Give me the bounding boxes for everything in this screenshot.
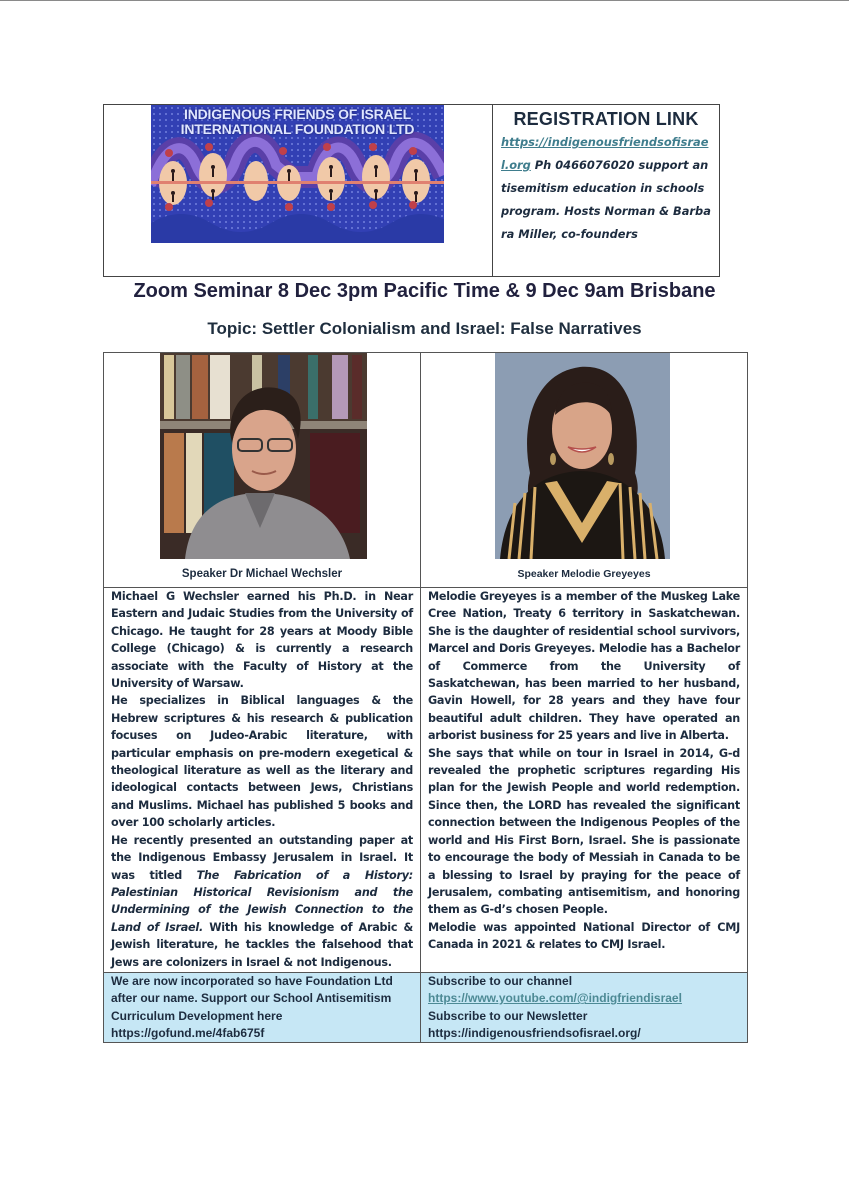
footer-right-cell: [421, 972, 748, 1042]
speaker-1-bio-paragraph-3: [111, 832, 413, 971]
youtube-channel-link[interactable]: https://www.youtube.com/@indigfriendisrael: [428, 991, 682, 1006]
speaker-2-bio-paragraph-1: Melodie Greyeyes is a member of the Muskeg Lake Cree Nation, Treaty 6 territory in Saskatchewan. She is the daughter of residential school survivors, Marcel and Doris Greyeyes. Melodie has a Bachelor of Commerce from the University of Saskatchewan, has been married to her husband, Gavin Howell, for 28 years and they have four beautiful adult children. They have operated an arborist business for 25 years and live in Alberta.: [428, 590, 740, 743]
speaker-1-bio-cell: [104, 588, 421, 973]
speaker-2-bio-cell: [421, 588, 748, 973]
photo-row: [104, 353, 748, 588]
subscribe-info: [421, 973, 747, 1042]
newsletter-label: Subscribe to our Newsletter: [428, 1008, 588, 1023]
registration-info-text: Ph 0466076020 support antisemitism education in schools program. Hosts Norman & Barbara Miller, co-founders: [501, 158, 711, 241]
speaker-1-bio-paragraph-1: Michael G Wechsler earned his Ph.D. in Near Eastern and Judaic Studies from the University of Chicago. He taught for 28 years at Moody Bible College (Chicago) & is currently a research associate with the Faculty of History at the University of Warsaw.: [111, 590, 413, 691]
logo-text: [151, 107, 444, 137]
logo-line-1: INDIGENOUS FRIENDS OF ISRAEL: [184, 106, 411, 122]
seminar-title: Zoom Seminar 8 Dec 3pm Pacific Time & 9 Dec 9am Brisbane: [133, 280, 716, 302]
header-table: [103, 104, 720, 277]
speaker-2-portrait-photo: [495, 353, 670, 559]
speaker-1-caption: Speaker Dr Michael Wechsler: [181, 568, 343, 580]
gofundme-link[interactable]: https://gofund.me/4fab675f: [111, 1025, 265, 1040]
speaker-2-photo-cell: [421, 353, 748, 588]
channel-label: Subscribe to our channel: [428, 973, 573, 988]
speaker-1-bio: [104, 588, 420, 972]
paper-title: The Fabrication of a History: Palestinian Historical Revisionism and the Undermining of the Jewish Connection to the Land of Israel.: [111, 868, 413, 934]
fundraising-note: [104, 973, 420, 1042]
registration-details: [501, 131, 711, 246]
foundation-logo-banner: [151, 105, 444, 243]
fundraising-text: We are now incorporated so have Foundation Ltd after our name. Support our School Antisemitism Curriculum Development here: [111, 973, 393, 1023]
footer-row: [104, 972, 748, 1042]
registration-title: REGISTRATION LINK: [513, 109, 699, 129]
bio-3-outro: With his knowledge of Arabic & Jewish literature, he tackles the falsehood that Jews are colonizers in Israel & not Indigenous.: [111, 920, 413, 969]
speaker-2-bio-paragraph-3: Melodie was appointed National Director of CMJ Canada in 2021 & relates to CMJ Israel.: [428, 920, 740, 952]
topic-title: Topic: Settler Colonialism and Israel: False Narratives: [207, 319, 642, 338]
bio-3-intro: He recently presented an outstanding paper at the Indigenous Embassy Jerusalem in Israel. It was titled: [111, 833, 413, 882]
registration-cell: [493, 105, 719, 276]
footer-left-cell: [104, 972, 421, 1042]
speaker-2-bio-paragraph-2: She says that while on tour in Israel in 2014, G-d revealed the prophetic scriptures regarding His plan for the Jewish People and world redemption. Since then, the LORD has revealed the significant connection between the Indigenous Peoples of the world and His First Born, Israel. She is passionate to encourage the body of Messiah in Canada to be a blessing to Israel by praying for the peace of Jerusalem, combating antisemitism, and honoring them as G-d’s chosen People.: [428, 746, 740, 917]
logo-line-2: INTERNATIONAL FOUNDATION LTD: [180, 121, 415, 137]
speaker-1-photo-cell: [104, 353, 421, 588]
speaker-2-caption: Speaker Melodie Greyeyes: [517, 568, 651, 580]
registration-link[interactable]: https://indigenousfriendsofisrael.org: [501, 135, 709, 172]
bio-row: [104, 588, 748, 973]
speaker-1-portrait-photo: [160, 353, 367, 559]
logo-cell: [104, 105, 493, 276]
speaker-1-bio-paragraph-2: He specializes in Biblical languages & the Hebrew scriptures & his research & publication focuses on Judeo-Arabic literature, with particular emphasis on pre-modern exegetical & theological literature as well as the literary and ideological contacts between Jews, Christians and Muslims. Michael has published 5 books and over 100 scholarly articles.: [111, 694, 413, 830]
speaker-2-bio: [421, 588, 747, 955]
newsletter-link[interactable]: https://indigenousfriendsofisrael.org/: [428, 1025, 641, 1040]
speakers-table: [103, 352, 748, 1043]
